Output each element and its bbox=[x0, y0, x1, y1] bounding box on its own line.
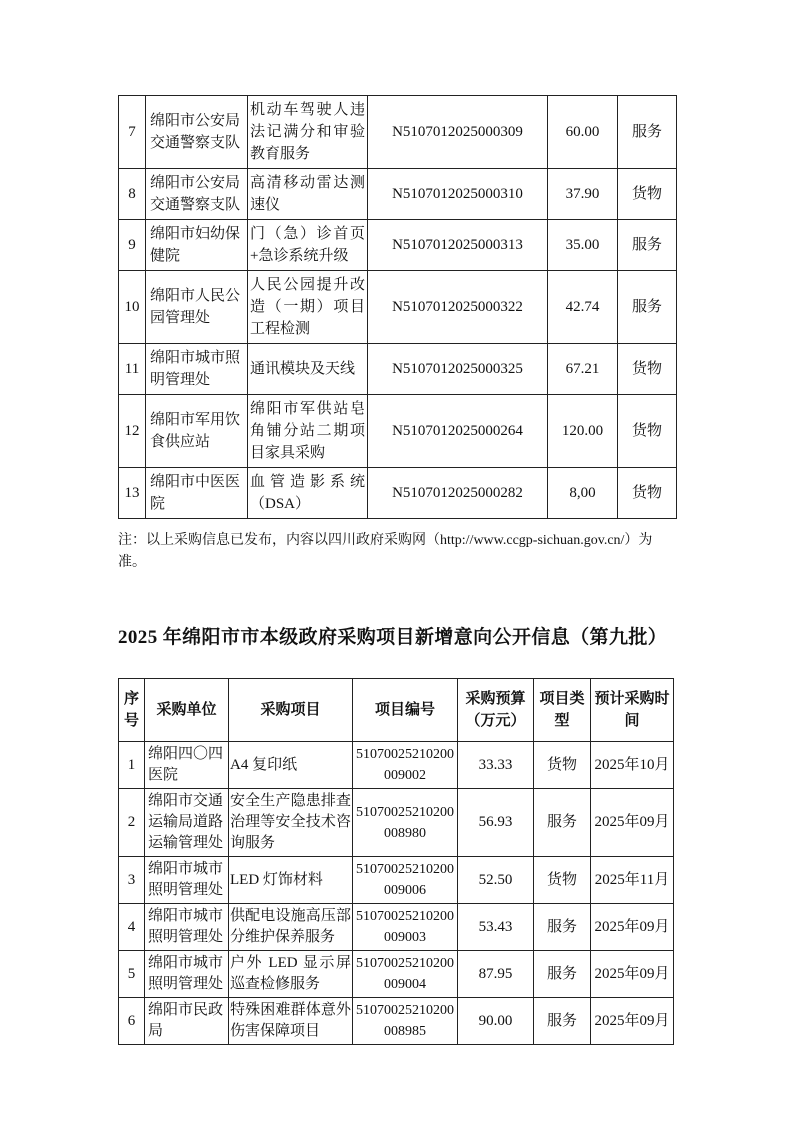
cell-code: N5107012025000313 bbox=[368, 220, 548, 271]
cell-type: 服务 bbox=[534, 998, 591, 1045]
cell-seq: 12 bbox=[119, 395, 146, 468]
cell-budget: 42.74 bbox=[548, 271, 618, 344]
cell-code: N5107012025000264 bbox=[368, 395, 548, 468]
cell-seq: 8 bbox=[119, 169, 146, 220]
cell-seq: 2 bbox=[119, 789, 145, 857]
cell-time: 2025年11月 bbox=[591, 857, 674, 904]
cell-budget: 8,00 bbox=[548, 468, 618, 519]
table-row bbox=[119, 742, 674, 789]
cell-seq: 13 bbox=[119, 468, 146, 519]
cell-unit: 绵阳市城市照明管理处 bbox=[145, 857, 229, 904]
cell-seq: 10 bbox=[119, 271, 146, 344]
cell-project: 人民公园提升改造（一期）项目工程检测 bbox=[248, 271, 368, 344]
table-row bbox=[119, 96, 677, 169]
header-seq: 序号 bbox=[119, 679, 145, 742]
cell-project: 门（急）诊首页+急诊系统升级 bbox=[248, 220, 368, 271]
cell-seq: 7 bbox=[119, 96, 146, 169]
cell-budget: 53.43 bbox=[458, 904, 534, 951]
table-row bbox=[119, 169, 677, 220]
table-row bbox=[119, 220, 677, 271]
cell-code: N5107012025000310 bbox=[368, 169, 548, 220]
cell-code: N5107012025000322 bbox=[368, 271, 548, 344]
cell-unit: 绵阳市公安局交通警察支队 bbox=[146, 169, 248, 220]
cell-project: 特殊困难群体意外伤害保障项目 bbox=[229, 998, 353, 1045]
cell-code: 51070025210200008985 bbox=[353, 998, 458, 1045]
cell-time: 2025年09月 bbox=[591, 951, 674, 998]
cell-type: 服务 bbox=[618, 220, 677, 271]
cell-type: 货物 bbox=[618, 395, 677, 468]
table-row bbox=[119, 857, 674, 904]
cell-unit: 绵阳市公安局交通警察支队 bbox=[146, 96, 248, 169]
cell-seq: 5 bbox=[119, 951, 145, 998]
cell-budget: 35.00 bbox=[548, 220, 618, 271]
document-content bbox=[118, 95, 676, 1045]
cell-budget: 52.50 bbox=[458, 857, 534, 904]
procurement-table-continued bbox=[118, 95, 677, 519]
cell-code: 51070025210200009003 bbox=[353, 904, 458, 951]
cell-budget: 33.33 bbox=[458, 742, 534, 789]
cell-type: 货物 bbox=[534, 742, 591, 789]
cell-time: 2025年10月 bbox=[591, 742, 674, 789]
cell-project: 高清移动雷达测速仪 bbox=[248, 169, 368, 220]
cell-time: 2025年09月 bbox=[591, 998, 674, 1045]
table-header-row bbox=[119, 679, 674, 742]
cell-code: 51070025210200009006 bbox=[353, 857, 458, 904]
cell-type: 货物 bbox=[618, 169, 677, 220]
cell-type: 货物 bbox=[534, 857, 591, 904]
cell-project: A4 复印纸 bbox=[229, 742, 353, 789]
cell-code: N5107012025000325 bbox=[368, 344, 548, 395]
cell-unit: 绵阳市中医医院 bbox=[146, 468, 248, 519]
table-row bbox=[119, 789, 674, 857]
table-row bbox=[119, 271, 677, 344]
cell-code: 51070025210200009004 bbox=[353, 951, 458, 998]
cell-unit: 绵阳市妇幼保健院 bbox=[146, 220, 248, 271]
cell-seq: 3 bbox=[119, 857, 145, 904]
cell-budget: 87.95 bbox=[458, 951, 534, 998]
source-note: 注：以上采购信息已发布，内容以四川政府采购网（http://www.ccgp-sichuan.gov.cn/）为准。 bbox=[118, 533, 653, 570]
header-code: 项目编号 bbox=[353, 679, 458, 742]
table-row bbox=[119, 998, 674, 1045]
cell-unit: 绵阳市民政局 bbox=[145, 998, 229, 1045]
cell-unit: 绵阳市交通运输局道路运输管理处 bbox=[145, 789, 229, 857]
cell-unit: 绵阳四〇四医院 bbox=[145, 742, 229, 789]
cell-seq: 6 bbox=[119, 998, 145, 1045]
cell-code: N5107012025000282 bbox=[368, 468, 548, 519]
header-unit: 采购单位 bbox=[145, 679, 229, 742]
header-project: 采购项目 bbox=[229, 679, 353, 742]
cell-unit: 绵阳市军用饮食供应站 bbox=[146, 395, 248, 468]
cell-budget: 67.21 bbox=[548, 344, 618, 395]
cell-project: 机动车驾驶人违法记满分和审验教育服务 bbox=[248, 96, 368, 169]
cell-project: 供配电设施高压部分维护保养服务 bbox=[229, 904, 353, 951]
cell-budget: 60.00 bbox=[548, 96, 618, 169]
cell-code: 51070025210200008980 bbox=[353, 789, 458, 857]
header-type: 项目类型 bbox=[534, 679, 591, 742]
table-row bbox=[119, 904, 674, 951]
cell-project: 安全生产隐患排查治理等安全技术咨询服务 bbox=[229, 789, 353, 857]
cell-seq: 4 bbox=[119, 904, 145, 951]
cell-project: 绵阳市军供站皂角铺分站二期项目家具采购 bbox=[248, 395, 368, 468]
cell-code: 51070025210200009002 bbox=[353, 742, 458, 789]
cell-project: LED 灯饰材料 bbox=[229, 857, 353, 904]
cell-unit: 绵阳市城市照明管理处 bbox=[146, 344, 248, 395]
cell-seq: 11 bbox=[119, 344, 146, 395]
cell-seq: 1 bbox=[119, 742, 145, 789]
cell-unit: 绵阳市城市照明管理处 bbox=[145, 904, 229, 951]
cell-unit: 绵阳市城市照明管理处 bbox=[145, 951, 229, 998]
cell-type: 服务 bbox=[534, 789, 591, 857]
cell-project: 血管造影系统（DSA） bbox=[248, 468, 368, 519]
cell-budget: 37.90 bbox=[548, 169, 618, 220]
table-row bbox=[119, 344, 677, 395]
table-row bbox=[119, 951, 674, 998]
cell-code: N5107012025000309 bbox=[368, 96, 548, 169]
cell-budget: 90.00 bbox=[458, 998, 534, 1045]
cell-time: 2025年09月 bbox=[591, 904, 674, 951]
table-row bbox=[119, 395, 677, 468]
cell-project: 户外 LED 显示屏巡查检修服务 bbox=[229, 951, 353, 998]
cell-unit: 绵阳市人民公园管理处 bbox=[146, 271, 248, 344]
header-time: 预计采购时间 bbox=[591, 679, 674, 742]
header-budget: 采购预算（万元） bbox=[458, 679, 534, 742]
procurement-table-batch9 bbox=[118, 678, 674, 1045]
cell-type: 货物 bbox=[618, 344, 677, 395]
cell-type: 服务 bbox=[534, 951, 591, 998]
cell-budget: 56.93 bbox=[458, 789, 534, 857]
cell-budget: 120.00 bbox=[548, 395, 618, 468]
cell-time: 2025年09月 bbox=[591, 789, 674, 857]
cell-seq: 9 bbox=[119, 220, 146, 271]
cell-type: 货物 bbox=[618, 468, 677, 519]
cell-type: 服务 bbox=[618, 96, 677, 169]
table-row bbox=[119, 468, 677, 519]
section-title: 2025 年绵阳市市本级政府采购项目新增意向公开信息（第九批） bbox=[118, 627, 668, 648]
cell-type: 服务 bbox=[534, 904, 591, 951]
cell-project: 通讯模块及天线 bbox=[248, 344, 368, 395]
cell-type: 服务 bbox=[618, 271, 677, 344]
